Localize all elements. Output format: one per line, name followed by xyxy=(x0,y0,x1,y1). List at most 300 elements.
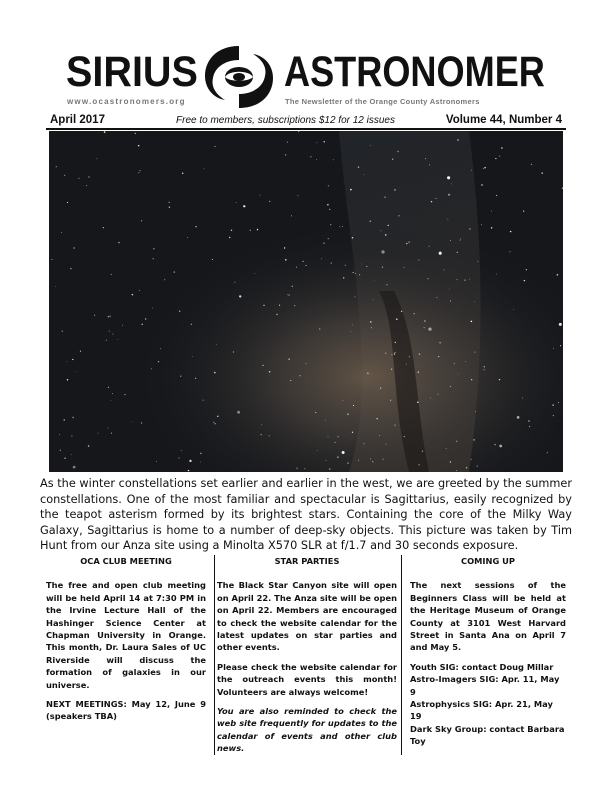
star xyxy=(135,133,137,135)
star xyxy=(257,229,259,231)
star xyxy=(316,142,317,143)
star xyxy=(294,305,295,306)
star xyxy=(477,465,478,466)
star xyxy=(151,368,152,369)
star xyxy=(352,432,353,433)
star xyxy=(315,412,316,413)
star xyxy=(288,359,289,360)
star xyxy=(449,289,450,290)
star xyxy=(329,209,330,210)
newsletter-title-right: ASTRONOMER xyxy=(284,48,545,96)
star xyxy=(446,448,447,449)
star xyxy=(531,164,532,165)
star xyxy=(342,226,343,227)
club-meeting-heading: OCA CLUB MEETING xyxy=(80,556,172,566)
star xyxy=(448,194,450,196)
star xyxy=(471,459,472,460)
star xyxy=(404,267,405,268)
star xyxy=(326,460,327,461)
star xyxy=(160,348,161,349)
coming-up-heading: COMING UP xyxy=(461,556,515,566)
star xyxy=(109,331,110,332)
sig-item: Dark Sky Group: contact Barbara Toy xyxy=(410,723,565,747)
star xyxy=(181,450,182,451)
star xyxy=(395,342,396,343)
star xyxy=(370,458,371,459)
star xyxy=(371,327,372,328)
star xyxy=(103,227,104,228)
star xyxy=(496,274,497,275)
star xyxy=(342,451,345,454)
star xyxy=(279,305,280,306)
star xyxy=(67,379,69,381)
star xyxy=(316,159,317,160)
star xyxy=(67,361,68,362)
star xyxy=(350,189,352,191)
star xyxy=(496,195,497,196)
star xyxy=(454,363,455,364)
volume-number: Volume 44, Number 4 xyxy=(445,114,562,126)
star xyxy=(373,299,374,300)
star xyxy=(112,333,113,334)
star xyxy=(418,371,420,373)
star xyxy=(381,250,384,253)
star xyxy=(417,402,419,404)
website-reminder-text: You are also reminded to check the web site frequently for updates to the calendar of events and other club news. xyxy=(217,706,397,754)
star xyxy=(236,202,237,203)
star xyxy=(370,321,372,323)
star xyxy=(457,252,458,253)
star xyxy=(62,331,63,332)
star xyxy=(495,158,496,159)
star xyxy=(106,340,107,341)
star xyxy=(380,230,381,231)
star xyxy=(547,452,548,453)
star xyxy=(59,434,60,435)
star xyxy=(182,173,183,174)
star xyxy=(401,311,402,312)
star xyxy=(138,172,139,173)
star xyxy=(429,246,430,247)
star-parties-heading: STAR PARTIES xyxy=(274,556,340,566)
star xyxy=(440,251,441,252)
star xyxy=(153,248,154,249)
star xyxy=(138,145,140,147)
star xyxy=(328,238,329,239)
star xyxy=(104,131,106,133)
star xyxy=(195,226,196,227)
star xyxy=(229,237,230,238)
star xyxy=(418,464,419,465)
star xyxy=(390,400,391,401)
star xyxy=(94,315,95,316)
star xyxy=(522,398,523,399)
star xyxy=(396,318,398,320)
star xyxy=(111,433,112,434)
coming-up-column xyxy=(410,555,566,748)
star xyxy=(60,450,61,451)
star xyxy=(153,258,154,259)
star xyxy=(141,422,142,423)
star xyxy=(288,294,290,296)
sig-item: Astro-Imagers SIG: Apr. 11, May 9 xyxy=(410,674,560,697)
star xyxy=(385,234,387,236)
star xyxy=(168,202,169,203)
star xyxy=(447,176,450,179)
star xyxy=(200,462,201,463)
star xyxy=(484,167,486,169)
star xyxy=(178,457,179,458)
star xyxy=(108,387,109,388)
star xyxy=(386,444,387,445)
star xyxy=(343,277,344,278)
star xyxy=(474,301,475,302)
star xyxy=(431,201,433,203)
star xyxy=(203,400,204,401)
star xyxy=(345,265,346,266)
star xyxy=(388,225,389,226)
star xyxy=(376,418,378,420)
star xyxy=(478,261,479,262)
star xyxy=(330,224,331,225)
subscription-note: Free to members, subscriptions $12 for 12 issues xyxy=(176,115,395,126)
website-url: www.ocastronomers.org xyxy=(67,97,186,106)
star xyxy=(526,269,527,270)
star xyxy=(437,394,438,395)
star xyxy=(380,388,381,389)
star xyxy=(139,290,140,291)
star xyxy=(317,450,318,451)
sig-item: Youth SIG: contact Doug Millar xyxy=(410,661,554,672)
star xyxy=(156,461,157,462)
star xyxy=(86,185,87,186)
star xyxy=(361,264,362,265)
star xyxy=(438,356,439,357)
star xyxy=(76,371,77,372)
star xyxy=(352,325,353,326)
star xyxy=(61,232,62,233)
star xyxy=(457,279,458,280)
star xyxy=(324,141,325,142)
star xyxy=(469,228,470,229)
star xyxy=(169,206,171,208)
star xyxy=(108,316,109,317)
star xyxy=(243,205,245,207)
star xyxy=(292,286,293,287)
star xyxy=(338,436,339,437)
star xyxy=(328,185,329,186)
star xyxy=(428,327,431,330)
star xyxy=(71,454,72,455)
star xyxy=(444,269,445,270)
star xyxy=(451,183,452,184)
star xyxy=(409,356,410,357)
star xyxy=(471,321,473,323)
star xyxy=(108,428,109,429)
star xyxy=(112,393,113,394)
star xyxy=(391,354,392,355)
star xyxy=(310,156,311,157)
star xyxy=(217,416,218,417)
club-meeting-text: The free and open club meeting will be held April 14 at 7:30 PM in the Irvine Lecture Hall of the Hashinger Science Center at Chapman University in Orange. This month, Dr. Laura Sales of UC Riverside will discuss the formation of galaxies in our universe. xyxy=(46,580,206,690)
star xyxy=(321,259,322,260)
column-divider xyxy=(401,555,402,755)
masthead xyxy=(0,0,612,112)
star xyxy=(456,441,457,442)
star xyxy=(191,324,192,325)
star xyxy=(164,279,165,280)
star xyxy=(140,170,141,171)
star xyxy=(364,174,365,175)
star xyxy=(386,284,387,285)
star xyxy=(263,305,264,306)
header-rule xyxy=(46,128,566,130)
star xyxy=(513,309,514,310)
star xyxy=(404,436,405,437)
star xyxy=(363,443,364,444)
star xyxy=(296,267,297,268)
star xyxy=(553,415,554,416)
star xyxy=(553,348,554,349)
star xyxy=(234,282,235,283)
star xyxy=(118,339,119,340)
star xyxy=(55,286,56,287)
star xyxy=(296,468,297,469)
star xyxy=(491,227,492,228)
star xyxy=(394,353,396,355)
star xyxy=(302,261,303,262)
star xyxy=(419,353,421,355)
star xyxy=(406,364,407,365)
star xyxy=(347,462,348,463)
star xyxy=(408,241,410,243)
galaxy-logo-icon xyxy=(199,42,279,112)
star xyxy=(347,414,348,415)
star xyxy=(383,459,384,460)
star xyxy=(406,243,407,244)
star xyxy=(510,231,512,233)
star xyxy=(299,375,300,376)
star xyxy=(212,259,213,260)
star xyxy=(213,422,214,423)
star xyxy=(473,439,474,440)
column-divider xyxy=(214,555,215,755)
star xyxy=(329,468,330,469)
star xyxy=(491,210,492,211)
star xyxy=(471,170,472,171)
star xyxy=(231,230,232,231)
star xyxy=(122,325,123,326)
star xyxy=(450,461,451,462)
star xyxy=(132,422,133,423)
star xyxy=(276,314,277,315)
star xyxy=(109,316,110,317)
star xyxy=(384,196,385,197)
star xyxy=(450,240,451,241)
beginners-class-text: The next sessions of the Beginners Class will be held at the Heritage Museum of Orange County at 3101 West Harvard Street in Santa Ana on April 7 and May 5. xyxy=(410,580,566,653)
star xyxy=(80,351,81,352)
star xyxy=(237,411,240,414)
star xyxy=(499,156,500,157)
star xyxy=(285,259,287,261)
star xyxy=(439,342,440,343)
star xyxy=(73,247,74,248)
star xyxy=(379,435,380,436)
star xyxy=(558,402,559,403)
star xyxy=(215,146,216,147)
star xyxy=(64,175,65,176)
star xyxy=(353,405,354,406)
star xyxy=(51,259,52,260)
star xyxy=(358,166,359,167)
star xyxy=(188,470,190,472)
star xyxy=(352,237,354,239)
star xyxy=(56,166,57,167)
star xyxy=(132,294,134,296)
star xyxy=(427,278,428,279)
star xyxy=(269,371,271,373)
star xyxy=(397,151,398,152)
photo-caption: As the winter constellations set earlier and earlier in the west, we are greeted by the summer constellations. One of the most familiar and spectacular is Sagittarius, easily recognized by the teapot asterism formed by its brightest stars. Containing the core of the Milky Way Galaxy, Sagittarius is home to a number of deep-sky objects. This picture was taken by Tim Hunt from our Anza site using a Minolta X570 SLR at f/1.7 and 30 seconds exposure. xyxy=(40,477,572,553)
star xyxy=(254,273,255,274)
star xyxy=(306,363,307,364)
star xyxy=(88,176,89,177)
star xyxy=(111,274,112,275)
star xyxy=(466,467,468,469)
star xyxy=(343,400,344,401)
star xyxy=(499,445,502,448)
star xyxy=(203,168,204,169)
issue-date: April 2017 xyxy=(50,114,105,126)
star xyxy=(145,318,146,319)
star xyxy=(180,376,181,377)
star xyxy=(298,195,299,196)
star xyxy=(96,158,97,159)
star xyxy=(422,450,423,451)
star xyxy=(72,417,73,418)
star xyxy=(448,219,449,220)
star xyxy=(262,365,263,366)
star xyxy=(355,273,356,274)
star xyxy=(325,420,326,421)
star xyxy=(481,184,482,185)
star xyxy=(287,294,288,295)
star xyxy=(481,224,482,225)
star xyxy=(436,198,437,199)
star xyxy=(366,266,367,267)
star xyxy=(239,295,241,297)
star xyxy=(460,240,461,241)
star xyxy=(287,142,288,143)
star xyxy=(195,378,196,379)
star xyxy=(359,274,360,275)
star xyxy=(291,215,292,216)
star xyxy=(64,457,65,458)
star xyxy=(187,237,188,238)
star xyxy=(358,460,359,461)
star xyxy=(436,297,437,298)
star xyxy=(216,344,217,345)
star xyxy=(414,313,415,314)
star xyxy=(394,189,395,190)
star xyxy=(471,379,472,380)
star xyxy=(260,434,261,435)
star xyxy=(355,296,356,297)
star xyxy=(529,426,530,427)
star xyxy=(323,242,325,244)
star xyxy=(63,419,65,421)
star xyxy=(192,356,193,357)
club-meeting-column xyxy=(46,555,206,730)
star xyxy=(475,411,476,412)
star xyxy=(439,252,442,255)
star xyxy=(124,394,125,395)
star xyxy=(557,274,559,276)
star xyxy=(260,195,261,196)
star xyxy=(200,453,201,454)
star xyxy=(424,320,425,321)
star xyxy=(395,352,396,353)
outreach-text: Please check the website calendar for the outreach events this month! Volunteers are always welcome! xyxy=(217,661,397,697)
star xyxy=(214,372,216,374)
star xyxy=(474,352,475,353)
star xyxy=(499,379,500,380)
star xyxy=(370,145,371,146)
star xyxy=(328,436,329,437)
star xyxy=(189,460,191,462)
star xyxy=(141,220,142,221)
star xyxy=(560,345,561,346)
star xyxy=(458,374,459,375)
star xyxy=(367,373,369,375)
star xyxy=(464,279,465,280)
next-meetings-text: NEXT MEETINGS: May 12, June 9 (speakers TBA) xyxy=(46,699,206,722)
star xyxy=(450,386,451,387)
star xyxy=(398,215,399,216)
star xyxy=(72,359,73,360)
star xyxy=(269,201,270,202)
sig-item: Astrophysics SIG: Apr. 21, May 19 xyxy=(410,699,553,722)
star xyxy=(306,265,307,266)
star xyxy=(250,230,251,231)
star xyxy=(214,423,215,424)
star xyxy=(331,263,332,264)
newsletter-title-left: SIRIUS xyxy=(66,48,198,96)
star xyxy=(70,268,72,270)
star xyxy=(510,251,511,252)
star xyxy=(465,361,466,362)
star xyxy=(284,247,285,248)
star xyxy=(334,442,335,443)
star xyxy=(88,445,90,447)
star xyxy=(528,420,530,422)
star xyxy=(285,154,286,155)
star xyxy=(524,280,525,281)
star xyxy=(269,435,270,436)
star xyxy=(333,159,334,160)
star xyxy=(385,353,386,354)
star xyxy=(339,226,340,227)
star xyxy=(450,300,451,301)
star xyxy=(337,456,339,458)
star xyxy=(484,366,485,367)
star xyxy=(111,400,112,401)
star xyxy=(517,416,520,419)
star xyxy=(392,159,393,160)
star xyxy=(559,323,562,326)
star xyxy=(71,435,72,436)
newsletter-tagline: The Newsletter of the Orange County Astronomers xyxy=(285,97,480,106)
